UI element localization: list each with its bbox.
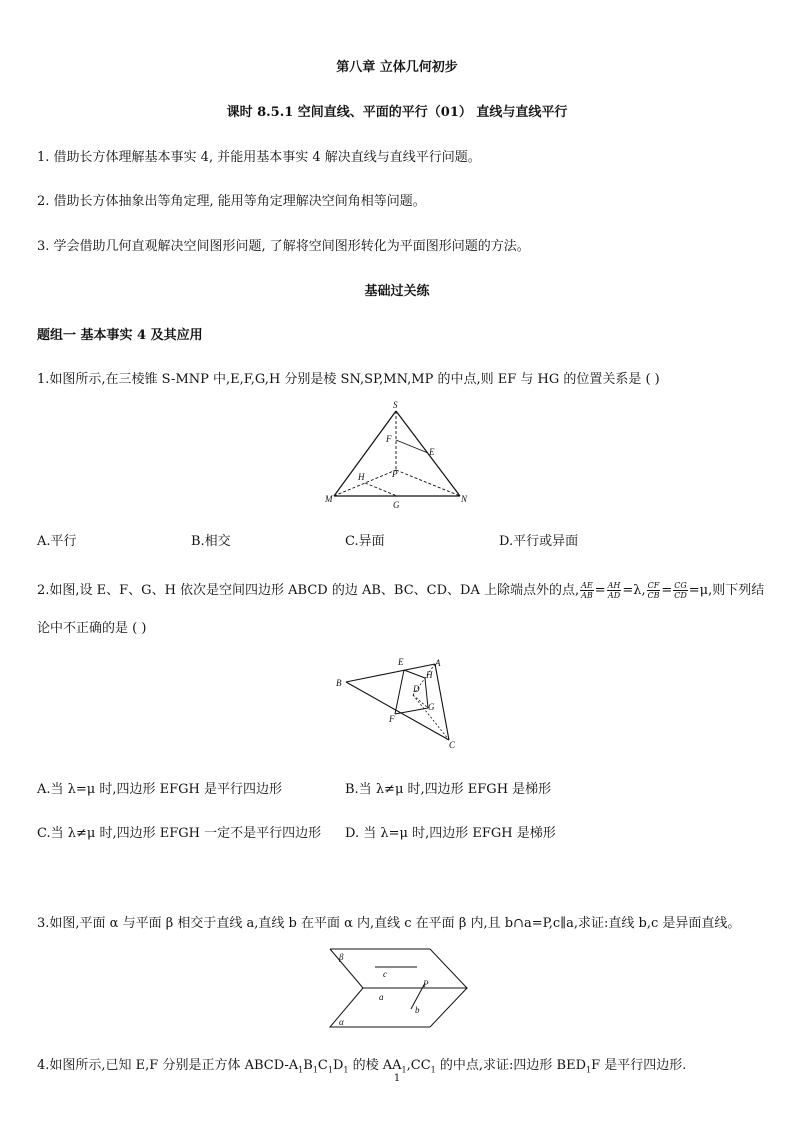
frac-num: CG (674, 581, 687, 590)
mu-eq: =μ,则下列结 (688, 583, 765, 598)
label-E: E (429, 447, 435, 457)
lesson-title: 课时 8.5.1 空间直线、平面的平行（01） 直线与直线平行 (226, 105, 568, 120)
frac-den: AB (581, 591, 593, 600)
sub: 1 (430, 1065, 436, 1075)
space-quadrilateral-figure (332, 652, 462, 752)
question-1-text: 1.如图所示,在三棱锥 S-MNP 中,E,F,G,H 分别是棱 SN,SP,MN,MP 的中点,则 EF 与 HG 的位置关系是 ( ) (37, 372, 660, 387)
segment-EH (404, 670, 425, 678)
objective-1: 1. 借助长方体理解基本事实 4, 并能用基本事实 4 解决直线与直线平行问题。 (37, 150, 481, 165)
q1-option-b[interactable]: B.相交 (191, 534, 231, 549)
q2-option-c[interactable]: C.当 λ≠μ 时,四边形 EFGH 一定不是平行四边形 (37, 826, 322, 841)
section-title: 基础过关练 (364, 284, 430, 299)
tetrahedron-figure (320, 398, 480, 513)
group-title: 题组一 基本事实 4 及其应用 (37, 328, 203, 343)
edge-AC (435, 664, 449, 740)
sub: 1 (343, 1065, 349, 1075)
label-C: C (449, 740, 456, 750)
segment-DG (413, 695, 428, 708)
q2-option-d[interactable]: D. 当 λ=μ 时,四边形 EFGH 是梯形 (345, 826, 556, 841)
q4-part: ,CC (406, 1058, 431, 1073)
sub: 1 (327, 1065, 333, 1075)
frac-num: CF (647, 581, 660, 590)
segment-HG (365, 483, 397, 496)
q4-part: B (303, 1058, 313, 1073)
fraction-AH-AD (607, 581, 622, 600)
sub: 1 (298, 1065, 304, 1075)
label-a: a (379, 992, 384, 1002)
objective-3: 3. 学会借助几何直观解决空间图形问题, 了解将空间图形转化为平面图形问题的方法。 (37, 239, 530, 254)
q4-part: C (317, 1058, 328, 1073)
edge-BA (346, 664, 435, 682)
label-N: N (461, 494, 468, 504)
sub: 1 (312, 1065, 318, 1075)
frac-den: AD (607, 591, 621, 600)
q4-part: 的棱 AA (348, 1058, 402, 1073)
q4-part: 的中点,求证:四边形 BED (435, 1058, 586, 1073)
question-4-text (37, 1054, 686, 1075)
label-c: c (383, 969, 387, 979)
segment-FG (395, 708, 428, 714)
label-beta: β (339, 952, 344, 962)
lambda-eq: =λ, (622, 583, 646, 598)
label-F: F (386, 434, 392, 444)
question-2-text-line2: 论中不正确的是 ( ) (37, 621, 147, 636)
edge-SN (396, 411, 460, 496)
fraction-AE-AB (580, 581, 594, 600)
q4-prefix: 4.如图所示,已知 E,F 分别是正方体 ABCD-A (37, 1058, 299, 1073)
question-2-text-line1: 2.如图,设 E、F、G、H 依次是空间四边形 ABCD 的边 AB、BC、CD、DA 上除端点外的点, $\frac{AE}{AB}$ = $\frac{AH}{AD}$ =λ, $\frac{CF}{CB}$ = $\frac{CG}{CD}$ =μ,则下列结 (37, 581, 765, 600)
q1-option-a[interactable]: A.平行 (37, 534, 77, 549)
page-number: 1 (393, 1073, 401, 1084)
label-M: M (325, 494, 333, 504)
q2-option-b[interactable]: B.当 λ≠μ 时,四边形 EFGH 是梯形 (345, 782, 552, 797)
objective-2: 2. 借助长方体抽象出等角定理, 能用等角定理解决空间角相等问题。 (37, 194, 426, 209)
question-3-text: 3.如图,平面 α 与平面 β 相交于直线 a,直线 b 在平面 α 内,直线 c 在平面 β 内,且 b∩a=P,c∥a,求证:直线 b,c 是异面直线。 (37, 916, 741, 931)
label-G: G (428, 702, 435, 712)
frac-num: AH (607, 581, 621, 590)
label-P: P (423, 979, 429, 989)
q1-option-d[interactable]: D.平行或异面 (499, 534, 579, 549)
label-alpha: α (339, 1017, 344, 1027)
sub: 1 (401, 1065, 407, 1075)
q4-part: F 是平行四边形. (591, 1058, 687, 1073)
plane-beta (330, 949, 467, 988)
segment-EF (395, 670, 404, 714)
label-D: D (413, 684, 420, 694)
label-S: S (393, 400, 398, 410)
label-F: F (389, 714, 395, 724)
sub: 1 (586, 1065, 592, 1075)
label-E: E (398, 657, 404, 667)
q4-part: D (332, 1058, 344, 1073)
q1-option-c[interactable]: C.异面 (345, 534, 385, 549)
label-A: A (435, 658, 441, 668)
fraction-CF-CB (647, 581, 661, 600)
frac-num: AE (581, 581, 593, 590)
q2-option-a[interactable]: A.当 λ=μ 时,四边形 EFGH 是平行四边形 (37, 782, 282, 797)
label-G: G (393, 500, 400, 510)
label-B: B (336, 678, 342, 688)
q2-text-a: 2.如图,设 E、F、G、H 依次是空间四边形 ABCD 的边 AB、BC、CD、DA 上除端点外的点, (37, 583, 580, 598)
label-b: b (415, 1005, 420, 1015)
chapter-title: 第八章 立体几何初步 (336, 60, 458, 75)
label-P: P (392, 469, 398, 479)
frac-den: CD (674, 591, 687, 600)
plane-alpha (330, 988, 467, 1027)
label-H: H (426, 670, 433, 680)
label-H: H (358, 472, 365, 482)
fraction-CG-CD (673, 581, 688, 600)
frac-den: CB (647, 591, 660, 600)
intersecting-planes-figure (325, 945, 475, 1035)
